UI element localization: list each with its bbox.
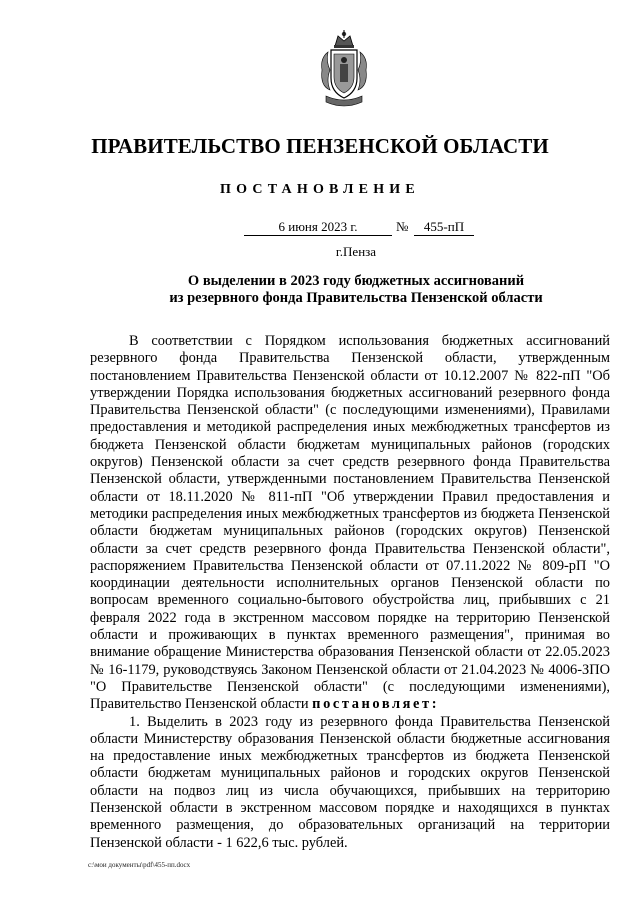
number-label: №: [396, 219, 409, 234]
document-subject: [0, 273, 640, 307]
document-type: ПОСТАНОВЛЕНИЕ: [220, 182, 420, 197]
subject-line-1: О выделении в 2023 году бюджетных ассигнований: [187, 273, 525, 289]
file-path: c:\мои документы\pdf\455-пп.docx: [88, 861, 191, 869]
subject-line-2: из резервного фонда Правительства Пензенской области: [169, 290, 543, 306]
document-number: 455-пП: [414, 219, 474, 236]
government-title: ПРАВИТЕЛЬСТВО ПЕНЗЕНСКОЙ ОБЛАСТИ: [91, 134, 549, 158]
city: г.Пенза: [335, 244, 377, 259]
document-date: 6 июня 2023 г.: [244, 219, 392, 236]
document-body: [90, 333, 610, 852]
decides-word: постановляет:: [312, 696, 440, 713]
preamble-text: В соответствии с Порядком использования бюджетных ассигнований резервного фонда Правительства Пензенской области, утвержденным постановлением Правительства Пензенской области от 10.12.2007 № 822-пП "Об утверждении Порядка использования бюджетных ассигнований резервного фонда Правительства Пензенской области" (с последующими изменениями), Правилами предоставления и методикой распределения иных межбюджетных трансфертов из бюджета Пензенской области бюджетам муниципальных районов (городских округов) Пензенской области за счет средств резервного фонда Правительства Пензенской области, утвержденными постановлением Правительства Пензенской области от 18.11.2020 № 811-пП "Об утверждении Правил предоставления и методики распределения иных межбюджетных трансфертов из бюджета Пензенской области бюджетам муниципальных районов (городских округов) Пензенской области за счет средств резервного фонда Правительства Пензенской области", распоряжением Правительства Пензенской области от 07.11.2022 № 809-рП "О координации деятельности исполнительных органов Пензенской области по вопросам временного социально-бытового обустройства лиц, прибывших с 21 февраля 2022 года в экстренном массовом порядке на территорию Пензенской области и проживающих в пунктах временного размещения", принимая во внимание обращение Министерства образования Пензенской области от 22.05.2023 № 16-1179, руководствуясь Законом Пензенской области от 21.04.2023 № 4006-ЗПО "О Правительстве Пензенской области" (с последующими изменениями), Правительство Пензенской области: [90, 333, 610, 713]
coat-of-arms-icon: [318, 30, 370, 108]
preamble-paragraph: [90, 333, 610, 714]
item-1-paragraph: 1. Выделить в 2023 году из резервного фонда Правительства Пензенской области Министерству образования Пензенской области бюджетные ассигнования на предоставление иных межбюджетных трансфертов из бюджета Пензенской области бюджетам муниципальных районов и городских округов Пензенской области на подвоз лиц из числа обучающихся, прибывших на территорию Пензенской области в экстренном массовом порядке и находящихся в пунктах временного размещения, до образовательных организаций на территории Пензенской области - 1 622,6 тыс. рублей.: [90, 713, 610, 851]
